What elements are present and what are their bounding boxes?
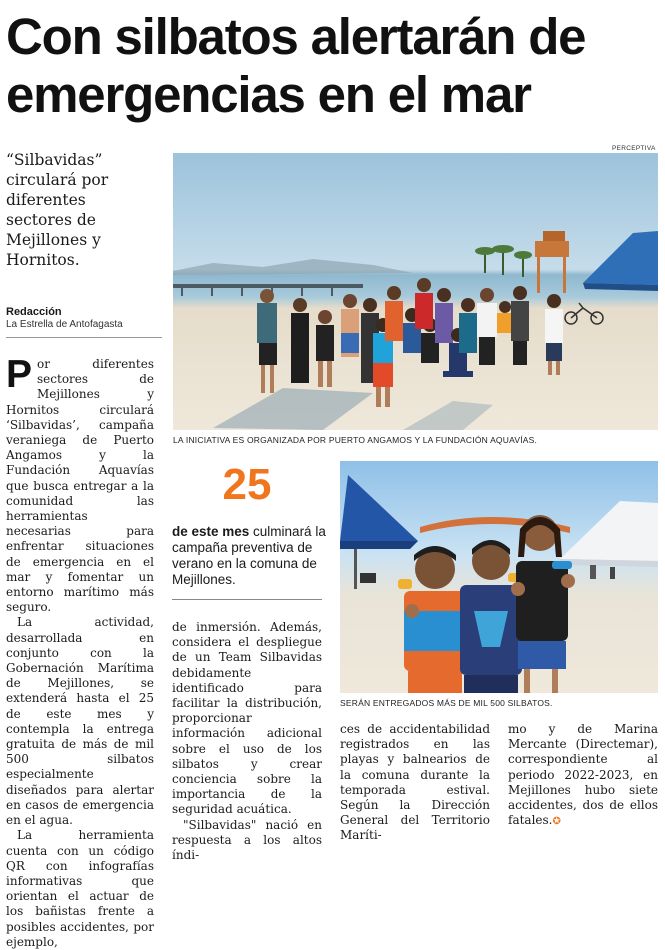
body-column-3 [340,722,490,844]
deck-subtitle: “Silbavidas” circulará por diferentes sectores de Mejillones y Hornitos. [6,151,109,269]
headline [6,8,661,124]
body-paragraph-1-text: or diferentes sectores de Mejillones y Hornitos circulará ‘Silbavidas’, campaña veraniega de Puerto Angamos y la Fundación Aquavías que busca entregar a la comunidad las herramientas necesarias para enfrentar situaciones de emergencia en el mar y fomentar un entorno marítimo más seguro. [6,357,154,615]
byline-outlet: La Estrella de Antofagasta [6,319,123,330]
callout-bold: de este mes [172,524,250,539]
headline-line-1: Con silbatos alertarán de [6,8,586,65]
photo-kids-illustration [340,461,658,693]
byline-author: Redacción [6,306,62,318]
photo-credit: PERCEPTIVA [612,145,656,152]
body-paragraph-4c-text: mo y de Marina Mercante (Directemar), correspondiente al periodo 2022-2023, en Mejillones hubo siete accidentes, dos de ellos fatales. [508,722,658,828]
body-column-1 [6,353,154,950]
callout-rest: culminará la campaña preventiva de verano en la comuna de Mejillones. [172,524,326,587]
body-paragraph-1 [6,353,154,615]
body-paragraph-4c [508,722,658,829]
body-column-2 [172,620,322,863]
body-paragraph-4a: "Silbavidas" nació en respuesta a los altos índi- [172,817,322,863]
photo-kids-whistles [340,461,658,693]
drop-cap: P [6,353,33,396]
end-mark-icon: ✪ [552,816,561,828]
photo-kids-caption: SERÁN ENTREGADOS MÁS DE MIL 500 SILBATOS. [340,698,553,708]
photo-group-beach-illustration [173,153,658,430]
photo-group-caption: LA INICIATIVA ES ORGANIZADA POR PUERTO ANGAMOS Y LA FUNDACIÓN AQUAVÍAS. [173,435,538,445]
deck-divider [6,337,162,338]
photo-group-beach [173,153,658,430]
callout-divider [172,599,322,600]
callout-text [172,524,334,588]
callout-number: 25 [222,460,272,509]
byline [6,306,166,331]
body-paragraph-3b: de inmersión. Además, considera el despliegue de un Team Silbavidas debidamente identificado para facilitar la distribución, proporcionar información adicional sobre el uso de los silbatos y crear conciencia sobre la importancia de la seguridad acuática. [172,620,322,817]
body-column-4 [508,722,658,829]
headline-line-2: emergencias en el mar [6,66,531,123]
body-paragraph-3a: La herramienta cuenta con un código QR con infografías informativas que orientan el actuar de los bañistas frente a posibles accidentes, por ejemplo, [6,828,154,949]
body-paragraph-2: La actividad, desarrollada en conjunto con la Gobernación Marítima de Mejillones, se extenderá hasta el 25 de este mes y contempla la entrega gratuita de más de mil 500 silbatos especialmente diseñados para alertar en casos de emergencia en el agua. [6,615,154,828]
body-paragraph-4b: ces de accidentabilidad registrados en las playas y balnearios de la comuna durante la temporada estival. Según la Dirección General del Territorio Maríti- [340,722,490,843]
